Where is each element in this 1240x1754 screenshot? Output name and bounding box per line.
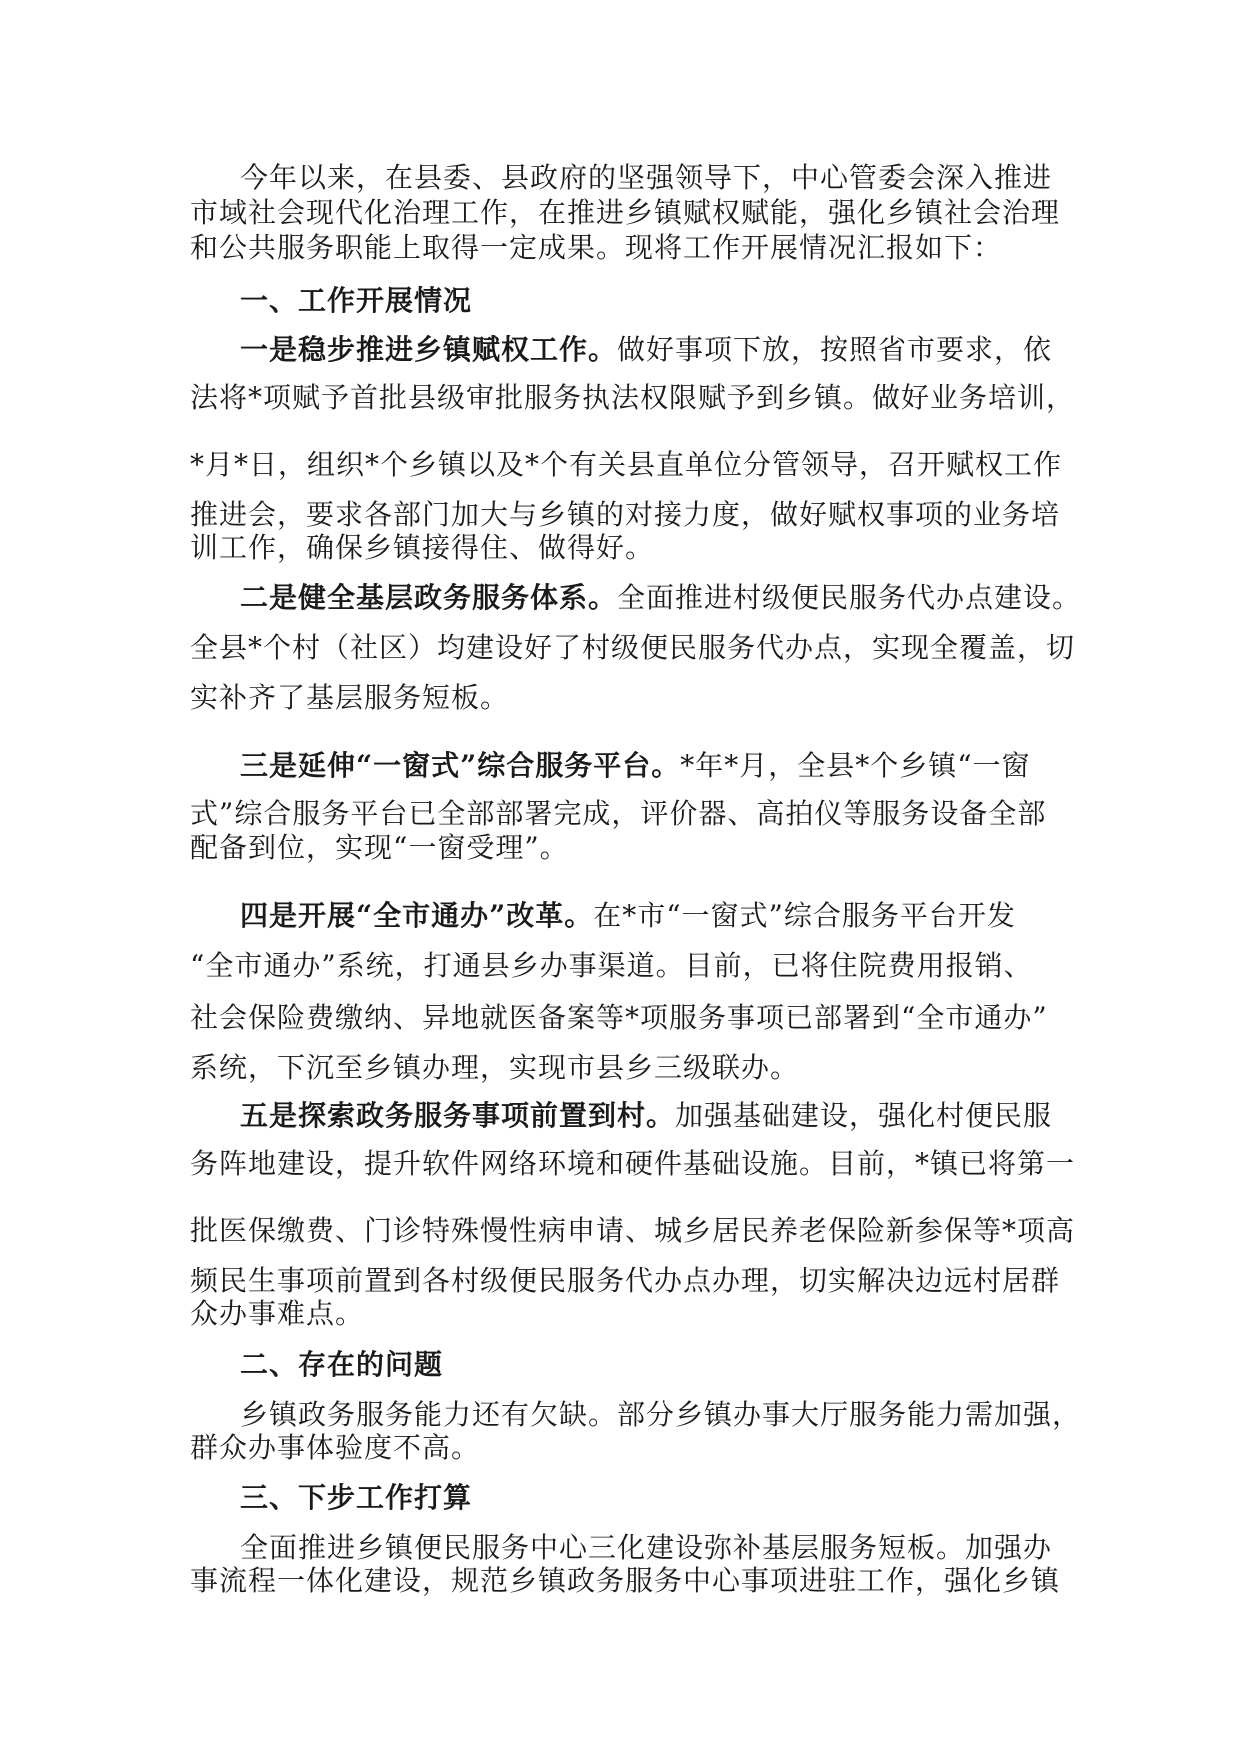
item-2-line-1 — [240, 580, 1082, 616]
section-3-line-2: 事流程一体化建设，规范乡镇政务服务中心事项进驻工作，强化乡镇 — [190, 1564, 1061, 1597]
item-4-line-4: 系统，下沉至乡镇办理，实现市县乡三级联办。 — [190, 1051, 800, 1084]
section-3-line-1: 全面推进乡镇便民服务中心三化建设弥补基层服务短板。加强办 — [240, 1531, 1053, 1564]
item-5-line-1 — [240, 1098, 1070, 1134]
item-3-line-1-text: *年*月，全县*个乡镇“一窗 — [680, 749, 1031, 782]
item-2-line-3: 实补齐了基层服务短板。 — [190, 681, 510, 714]
item-1-line-1 — [240, 332, 1070, 368]
item-5-line-2: 务阵地建设，提升软件网络环境和硬件基础设施。目前，*镇已将第一 — [190, 1147, 1076, 1180]
section-2-line-2: 群众办事体验度不高。 — [190, 1431, 481, 1464]
item-1-line-2: 法将*项赋予首批县级审批服务执法权限赋予到乡镇。做好业务培训， — [190, 381, 1076, 414]
item-2-line-1-text: 全面推进村级便民服务代办点建设。 — [617, 581, 1082, 614]
item-5-line-4: 频民生事项前置到各村级便民服务代办点办理，切实解决边远村居群 — [190, 1264, 1061, 1297]
item-4-title: 四是开展“全市通办”改革。 — [240, 899, 594, 932]
item-1-line-3: *月*日，组织*个乡镇以及*个有关县直单位分管领导，召开赋权工作 — [190, 448, 1063, 481]
item-5-line-3: 批医保缴费、门诊特殊慢性病申请、城乡居民养老保险新参保等*项高 — [190, 1214, 1076, 1247]
intro-line-3: 和公共服务职能上取得一定成果。现将工作开展情况汇报如下： — [190, 231, 1003, 264]
item-4-line-1-text: 在*市“一窗式”综合服务平台开发 — [593, 899, 1016, 932]
item-3-line-3: 配备到位，实现“一窗受理”。 — [190, 831, 569, 864]
item-5-line-5: 众办事难点。 — [190, 1297, 365, 1330]
item-4-line-3: 社会保险费缴纳、异地就医备案等*项服务事项已部署到“全市通办” — [190, 1001, 1048, 1034]
item-1-line-4: 推进会，要求各部门加大与乡镇的对接力度，做好赋权事项的业务培 — [190, 498, 1061, 531]
item-5-line-1-text: 加强基础建设，强化村便民服 — [675, 1099, 1053, 1132]
item-2-title: 二是健全基层政务服务体系。 — [240, 581, 618, 614]
item-1-title: 一是稳步推进乡镇赋权工作。 — [240, 333, 618, 366]
item-3-line-2: 式”综合服务平台已全部部署完成，评价器、高拍仪等服务设备全部 — [190, 797, 1047, 830]
item-1-line-1-text: 做好事项下放，按照省市要求，依 — [617, 333, 1053, 366]
section-2-heading: 二、存在的问题 — [240, 1348, 444, 1381]
intro-line-2: 市域社会现代化治理工作，在推进乡镇赋权赋能，强化乡镇社会治理 — [190, 196, 1061, 229]
section-3-heading: 三、下步工作打算 — [240, 1481, 473, 1514]
intro-line-1: 今年以来，在县委、县政府的坚强领导下，中心管委会深入推进 — [240, 161, 1053, 194]
item-1-line-5: 训工作，确保乡镇接得住、做得好。 — [190, 531, 655, 564]
item-5-title: 五是探索政务服务事项前置到村。 — [240, 1099, 676, 1132]
item-4-line-1 — [240, 898, 1070, 934]
item-2-line-2: 全县*个村（社区）均建设好了村级便民服务代办点，实现全覆盖，切 — [190, 631, 1076, 664]
item-4-line-2: “全市通办”系统，打通县乡办事渠道。目前，已将住院费用报销、 — [190, 949, 1033, 982]
item-3-line-1 — [240, 748, 1070, 784]
section-1-heading: 一、工作开展情况 — [240, 284, 473, 317]
section-2-line-1: 乡镇政务服务能力还有欠缺。部分乡镇办事大厅服务能力需加强， — [240, 1398, 1082, 1431]
item-3-title: 三是延伸“一窗式”综合服务平台。 — [240, 749, 681, 782]
